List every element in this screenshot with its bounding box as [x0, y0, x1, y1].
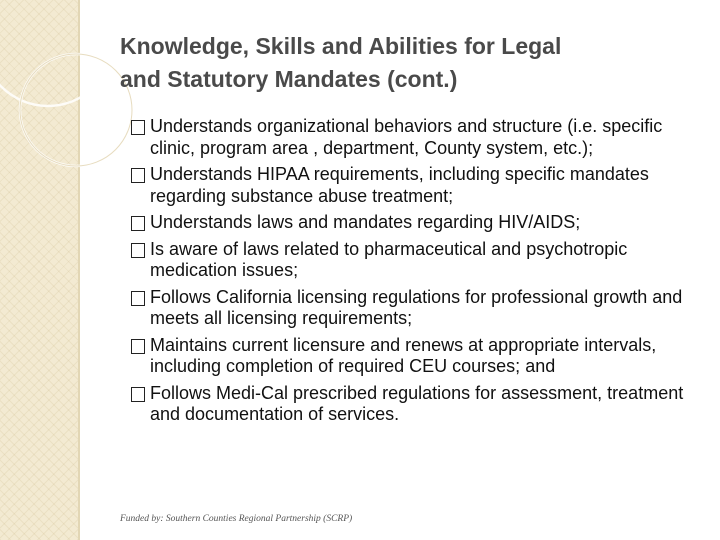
footer-credit: Funded by: Southern Counties Regional Partnership (SCRP): [120, 514, 353, 524]
bullet-item: [130, 239, 700, 282]
bullet-item: [130, 335, 700, 378]
missing-glyph-bullet-icon: [131, 339, 145, 354]
bullet-text: Is aware of laws related to pharmaceutical and psychotropic medication issues;: [150, 238, 628, 280]
bullet-text: Follows California licensing regulations for professional growth and meets all licensing requirements;: [150, 286, 683, 328]
bullet-text: Follows Medi-Cal prescribed regulations for assessment, treatment and documentation of services.: [150, 382, 684, 424]
bullet-item: [130, 287, 700, 330]
missing-glyph-bullet-icon: [131, 291, 145, 306]
bullet-item: [130, 212, 700, 234]
bullet-list: [130, 116, 700, 431]
title-line-1: Knowledge, Skills and Abilities for Legal: [120, 33, 562, 59]
bullet-item: [130, 116, 700, 159]
missing-glyph-bullet-icon: [131, 168, 145, 183]
missing-glyph-bullet-icon: [131, 120, 145, 135]
missing-glyph-bullet-icon: [131, 243, 145, 258]
bullet-text: Understands organizational behaviors and structure (i.e. specific clinic, program area , department, County system, etc.);: [150, 116, 663, 158]
missing-glyph-bullet-icon: [131, 216, 145, 231]
missing-glyph-bullet-icon: [131, 387, 145, 402]
title-line-2: and Statutory Mandates (cont.): [120, 66, 458, 92]
bullet-text: Understands HIPAA requirements, including specific mandates regarding substance abuse treatment;: [150, 164, 649, 206]
bullet-item: [130, 383, 700, 426]
bullet-text: Maintains current licensure and renews at appropriate intervals, including completion of required CEU courses; and: [150, 334, 657, 376]
bullet-item: [130, 164, 700, 207]
slide-title: [120, 30, 690, 96]
bullet-text: Understands laws and mandates regarding HIV/AIDS;: [150, 212, 581, 232]
